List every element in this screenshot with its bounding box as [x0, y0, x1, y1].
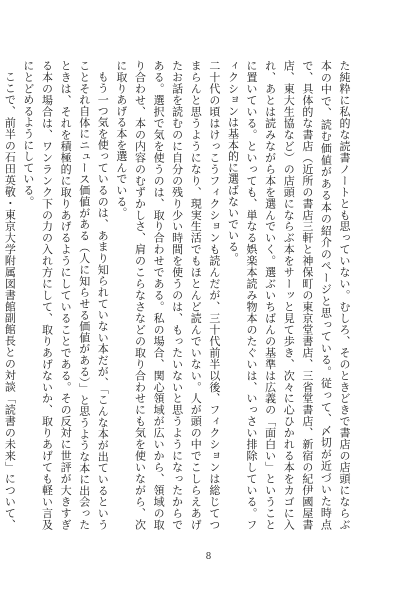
paragraph-2: 二十代の頃はけっこうフィクションも読んだが、三十代前半以後、フィクションは総じてつまらんと思うようになり、現実生活でもほとんど読んでいない。人が頭の中でこしらえあげたお話を読むのに自分の残り少い時間を使うのは、もったいないと思うようになったからである。選択で気を使うのは、取り合わせである。私の場合、関心領域が広いから、領域の取り合わせ、本の内容のむずかしさ、肩のこらなさなどの取り合わせにも気を使いながら、次に取りあげる本を選んでいる。: [114, 60, 221, 530]
vertical-body-text: [3, 60, 353, 530]
paragraph-4: ここで、前半の石田英敬・東京大学附属図書館副館長との対談「読書の未来」について、: [3, 71, 17, 530]
page-number: 8: [205, 552, 212, 562]
paragraph-1: た純粋に私的な読書ノートとも思っていない。むしろ、そのときどきで書店の店頭にならぶ本の中で、読む価値がある本の紹介のページと思っている。従って、〆切が近づいた時点で、具体的な書店（近所の書店三軒と神保町の東京堂書店、三省堂書店、新宿の紀伊國屋書店、東大生協など）の店頭にならぶ本をサーッと見て歩き、次々に心ひかれる本をカゴに入れ、あとは読みながら本を選んでいく。選ぶいちばんの基準は広義の「面白い」ということに置いている。といっても、単なる娯楽本読み物本のたぐいは、いっさい排除している。フィクションは基本的に選ばないでいる。: [226, 60, 351, 530]
paragraph-3: もう一つ気を使っているのは、あまり知られていない本だが、「こんな本が出ているということそれ自体にニュース価値がある（人に知らせる価値がある）」と思うような本に出会ったときは、それを積極的に取りあげるようにしていることである。その反対に世評が大きすぎる本の場合は、ワンランク下の力の入れ方にして、取りあげないか、取りあげても軽い言及にとどめるようにしている。: [21, 60, 110, 530]
